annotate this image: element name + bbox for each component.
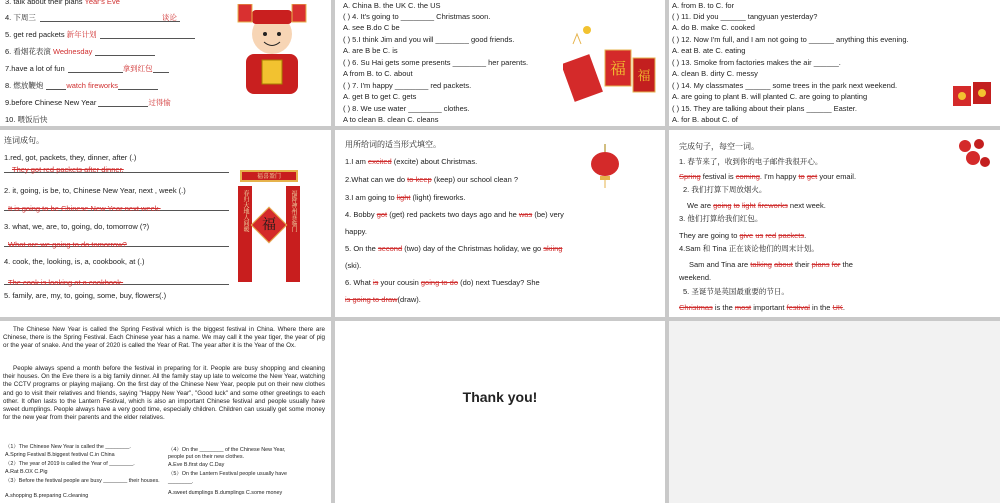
choice-line: A. get B to get C. gets	[343, 92, 417, 101]
vocab-line-4: 4. 下周三 谈论	[5, 13, 177, 22]
ordering-question: 5. family, are, my, to, going, some, buy, flowers(.)	[4, 291, 167, 300]
reading-question: ________.	[168, 479, 194, 485]
passage-paragraph-2: People always spend a month before the festival in preparing for it. People are busy shopping and cleaning their houses. On the Eve there is a big family dinner. All the family stay up late to welcome the New Year, watching the CCTV programs or playing majiang. On the first day of the Chinese New Year, people put on their new clothes and go to visit their relatives and friends, saying "Happy New Year", "Good luck" and some other greetings to each other. It often lasts to the Lantern Festival, which is also an important Chinese festival and people usually have sweet dumplings. People always have a very good time, especially children. Children can usually get some money for the new year from their parents and the elder relatives.	[3, 365, 325, 422]
slide-vocab-review[interactable]	[0, 0, 331, 126]
reading-options: A.Rat B.OX C.Pig	[5, 469, 48, 475]
ordering-answer: They got red packets after dinner.	[12, 165, 124, 174]
word-form-item-6-cont: is going to draw(draw).	[345, 295, 421, 304]
reading-options: A.sweet dumplings B.dumplings C.some money	[168, 490, 283, 496]
word-form-item-6: 6. What is your cousin going to do (do) next Tuesday? She	[345, 278, 540, 287]
choice-line: A. do B. make C. cooked	[672, 23, 755, 32]
word-form-item-5-cont: (ski).	[345, 261, 362, 270]
reading-question: （5）On the Lantern Festival people usually have	[168, 471, 287, 477]
sentence-prompt: 5. 圣诞节是英国最重要的节日。	[683, 287, 789, 296]
choice-line: ( ) 7. I'm happy ________ red packets.	[343, 81, 472, 90]
thank-you-text: Thank you!	[462, 389, 538, 405]
fu-character: 福	[262, 217, 276, 233]
couplet-header: 福喜盈门	[240, 170, 298, 182]
word-form-item-3: 3.I am going to light (light) fireworks.	[345, 193, 466, 202]
choice-line: ( ) 6. Su Hai gets some presents ________ her parents.	[343, 58, 529, 67]
choice-line: ( ) 15. They are talking about their plans ______ Easter.	[672, 104, 857, 113]
word-form-item-4-cont: happy.	[345, 227, 367, 236]
sentence-prompt: 2. 我们打算下周放烟火。	[683, 185, 767, 194]
choice-line: A from B. to C. about	[343, 69, 413, 78]
vocab-line-7: 7.have a lot of fun 拿到红包	[5, 64, 169, 73]
firecracker-illustration	[563, 14, 658, 106]
slide-title: 连词成句。	[4, 136, 44, 145]
couplet-left: 春归大地人间暖	[238, 186, 252, 282]
ordering-question: 2. it, going, is be, to, Chinese New Year, next , week (.)	[4, 186, 186, 195]
choice-line: ( ) 13. Smoke from factories makes the air ______.	[672, 58, 841, 67]
slide-thank-you[interactable]	[335, 321, 665, 503]
word-form-item-2: 2.What can we do to keep (keep) our school clean ?	[345, 175, 519, 184]
choice-line: A. are going to plant B. will planted C. are going to planting	[672, 92, 868, 101]
firecracker-string-illustration	[957, 138, 991, 172]
choice-line: ( ) 11. Did you ______ tangyuan yesterday?	[672, 12, 818, 21]
choice-line: A. for B. about C. of	[672, 115, 738, 124]
vocab-line-10: 10. 喂饭后快	[5, 115, 48, 124]
couplet-right: 福降神州喜临门	[286, 186, 300, 282]
vocab-line-6: 6. 看烟花表演 Wednesday	[5, 47, 155, 56]
reading-question: （2）The year of 2019 is called the Year of ________.	[5, 461, 135, 467]
ordering-answer: The cook is looking at a cookbook.	[8, 278, 124, 287]
reading-question: （4）On the ________ of the Chinese New Year,	[168, 447, 286, 453]
sentence-prompt: 1. 春节来了，收到你的电子邮件我很开心。	[679, 157, 823, 166]
word-form-item-1: 1.I am excited (excite) about Christmas.	[345, 157, 478, 166]
slide-complete-sentences[interactable]	[669, 130, 1000, 317]
choice-line: A. eat B. ate C. eating	[672, 46, 746, 55]
choice-line: ( ) 4. It's going to ________ Christmas soon.	[343, 12, 491, 21]
sentence-answer-4-cont: weekend.	[679, 273, 712, 282]
sentence-answer-1: Spring festival is coming. I'm happy to get your email.	[679, 172, 857, 181]
ordering-answer: It is going to be Chinese New Year next week.	[8, 204, 161, 213]
vocab-line-3: 3. talk about their plans Year's Eve	[5, 0, 120, 6]
choice-line: A. are B be C. is	[343, 46, 398, 55]
sentence-answer-4: Sam and Tina are talking about their plans for the	[689, 260, 853, 269]
reading-options: A.Eve B.first day C.Day	[168, 462, 225, 468]
sentence-answer-5: Christmas is the most important festival in the UK.	[679, 303, 846, 312]
vocab-line-8: 8. 燃放鞭炮 watch fireworks	[5, 81, 158, 90]
slide-choice-questions-a[interactable]	[335, 0, 665, 126]
red-envelope-illustration	[953, 82, 995, 108]
reading-question: （3）Before the festival people are busy ________ their houses.	[5, 478, 160, 484]
svg-text:福: 福	[609, 59, 627, 78]
reading-question: （1）The Chinese New Year is called the ________.	[5, 444, 131, 450]
passage-paragraph-1: The Chinese New Year is called the Spring Festival which is the biggest festival in China. Where there are Chinese, there is the Spring Festival. Each Chinese year has a name. We may call it the year tiger, the year of pig or the year of snake. And the year of 2020 is called the Year of Rat. The year after it is the Year of the Ox.	[3, 326, 325, 350]
slide-title: 用所给词的适当形式填空。	[345, 140, 441, 149]
slide-empty-placeholder[interactable]	[669, 321, 1000, 503]
slide-word-forms[interactable]	[335, 130, 665, 317]
choice-line: ( ) 14. My classmates ______ some trees in the park next weekend.	[672, 81, 898, 90]
sentence-prompt: 4.Sam 和 Tina 正在谈论他们的周末计划。	[679, 244, 819, 253]
sentence-answer-2: We are going to light fireworks next week.	[687, 201, 826, 210]
choice-line: A. China B. the UK C. the US	[343, 1, 441, 10]
ordering-question: 3. what, we, are, to, going, do, tomorrow (?)	[4, 222, 150, 231]
sentence-prompt: 3. 他们打算给我们红包。	[679, 214, 763, 223]
slide-reading-passage[interactable]	[0, 321, 331, 503]
choice-line: A. see B.do C be	[343, 23, 400, 32]
god-of-wealth-illustration	[232, 4, 312, 96]
vocab-line-9: 9.before Chinese New Year 过得愉	[5, 98, 171, 107]
slide-choice-questions-b[interactable]	[669, 0, 1000, 126]
reading-options: A.shopping B.preparing C.cleaning	[5, 493, 89, 499]
sentence-answer-3: They are going to give us red packets.	[679, 231, 807, 240]
word-form-item-4: 4. Bobby got (get) red packets two days ago and he was (be) very	[345, 210, 564, 219]
slide-title: 完成句子，每空一词。	[679, 142, 759, 151]
word-form-item-5: 5. On the second (two) day of the Christmas holiday, we go skiing	[345, 244, 563, 253]
ordering-answer: What are we going to do tomorrow?	[8, 240, 127, 249]
choice-line: A to clean B. clean C. cleans	[343, 115, 439, 124]
choice-line: ( ) 8. We use water ________ clothes.	[343, 104, 470, 113]
reading-options: A.Spring Festival B.biggest festival C.in China	[5, 452, 115, 458]
choice-line: A. clean B. dirty C. messy	[672, 69, 758, 78]
choice-line: ( ) 5.I think Jim and you will ________ good friends.	[343, 35, 515, 44]
ordering-question: 1.red, got, packets, they, dinner, after (.)	[4, 153, 137, 162]
choice-line: A. from B. to C. for	[672, 1, 735, 10]
svg-text:福: 福	[637, 69, 651, 84]
ordering-question: 4. cook, the, looking, is, a, cookbook, at (.)	[4, 257, 145, 266]
choice-line: ( ) 12. Now I'm full, and I am not going to ______ anything this evening.	[672, 35, 909, 44]
slide-sentence-ordering[interactable]	[0, 130, 331, 317]
vocab-line-5: 5. get red packets 新年计划	[5, 30, 195, 39]
lantern-illustration	[585, 144, 625, 189]
reading-question: people put on their new clothes.	[168, 454, 245, 460]
